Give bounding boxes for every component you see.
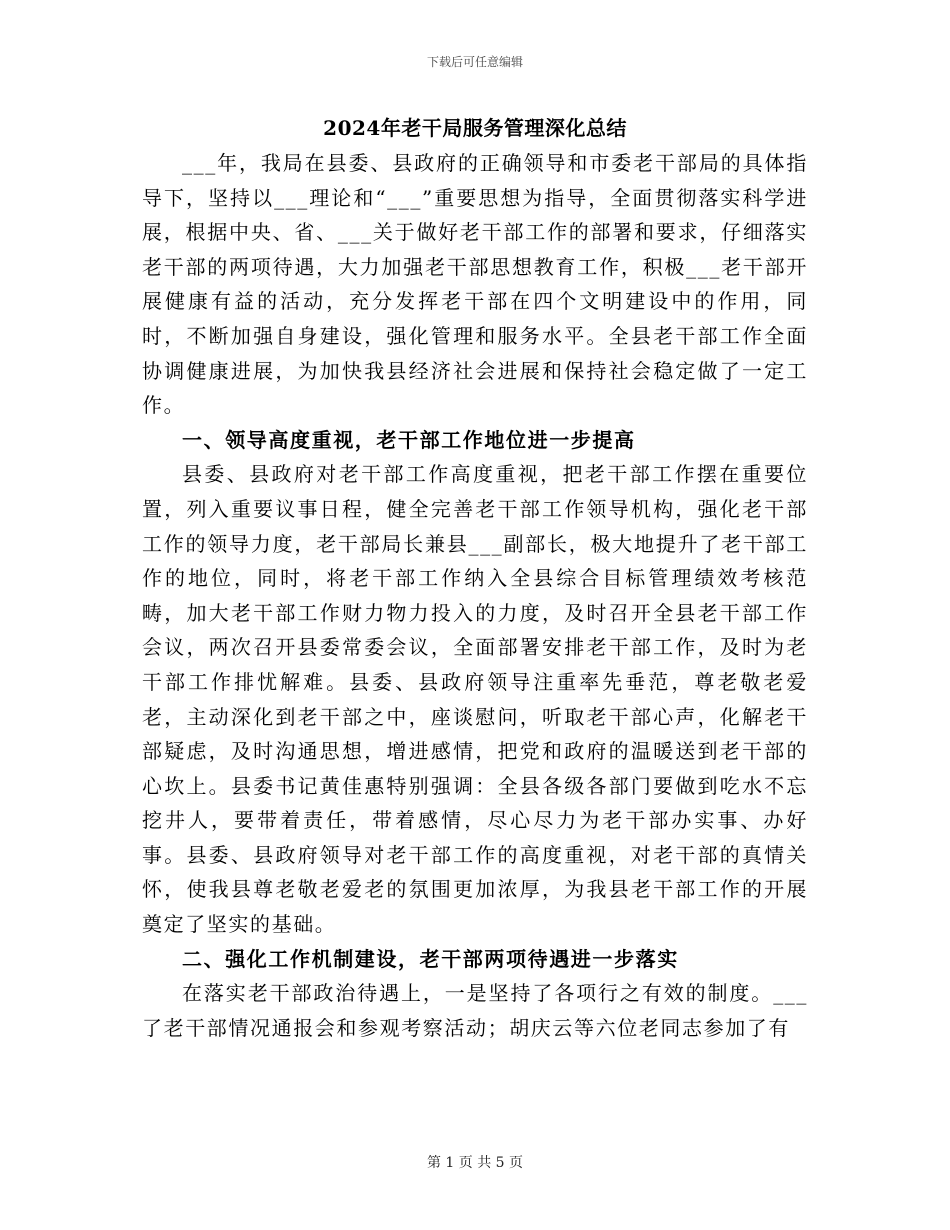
section-heading-2: 二、强化工作机制建设，老干部两项待遇进一步落实: [182, 946, 679, 971]
document-body: [142, 146, 808, 1045]
page-number: 第 1 页 共 5 页: [426, 1155, 524, 1171]
section-heading-1: 一、领导高度重视，老干部工作地位进一步提高: [182, 427, 636, 452]
intro-paragraph: ___年，我局在县委、县政府的正确领导和市委老干部局的具体指导下，坚持以___理论和“___”重要思想为指导，全面贯彻落实科学进展，根据中央、省、___关于做好老干部工作的部署和要求，仔细落实老干部的两项待遇，大力加强老干部思想教育工作，积极___老干部开展健康有益的活动，充分发挥老干部在四个文明建设中的作用，同时，不断加强自身建设，强化管理和服务水平。全县老干部工作全面协调健康进展，为加快我县经济社会进展和保持社会稳定做了一定工作。: [142, 151, 808, 418]
section-2-paragraph: 在落实老干部政治待遇上，一是坚持了各项行之有效的制度。___了老干部情况通报会和参观考察活动；胡庆云等六位老同志参加了有: [142, 981, 808, 1040]
download-note: 下载后可任意编辑: [426, 55, 523, 69]
document-title: 2024年老干局服务管理深化总结: [323, 116, 627, 140]
section-1-paragraph: 县委、县政府对老干部工作高度重视，把老干部工作摆在重要位置，列入重要议事日程，健全完善老干部工作领导机构，强化老干部工作的领导力度，老干部局长兼县___副部长，极大地提升了老干部工作的地位，同时，将老干部工作纳入全县综合目标管理绩效考核范畴，加大老干部工作财力物力投入的力度，及时召开全县老干部工作会议，两次召开县委常委会议，全面部署安排老干部工作，及时为老干部工作排忧解难。县委、县政府领导注重率先垂范，尊老敬老爱老，主动深化到老干部之中，座谈慰问，听取老干部心声，化解老干部疑虑，及时沟通思想，增进感情，把党和政府的温暖送到老干部的心坎上。县委书记黄佳惠特别强调：全县各级各部门要做到吃水不忘挖井人，要带着责任，带着感情，尽心尽力为老干部办实事、办好事。县委、县政府领导对老干部工作的高度重视，对老干部的真情关怀，使我县尊老敬老爱老的氛围更加浓厚，为我县老干部工作的开展奠定了坚实的基础。: [142, 462, 808, 937]
